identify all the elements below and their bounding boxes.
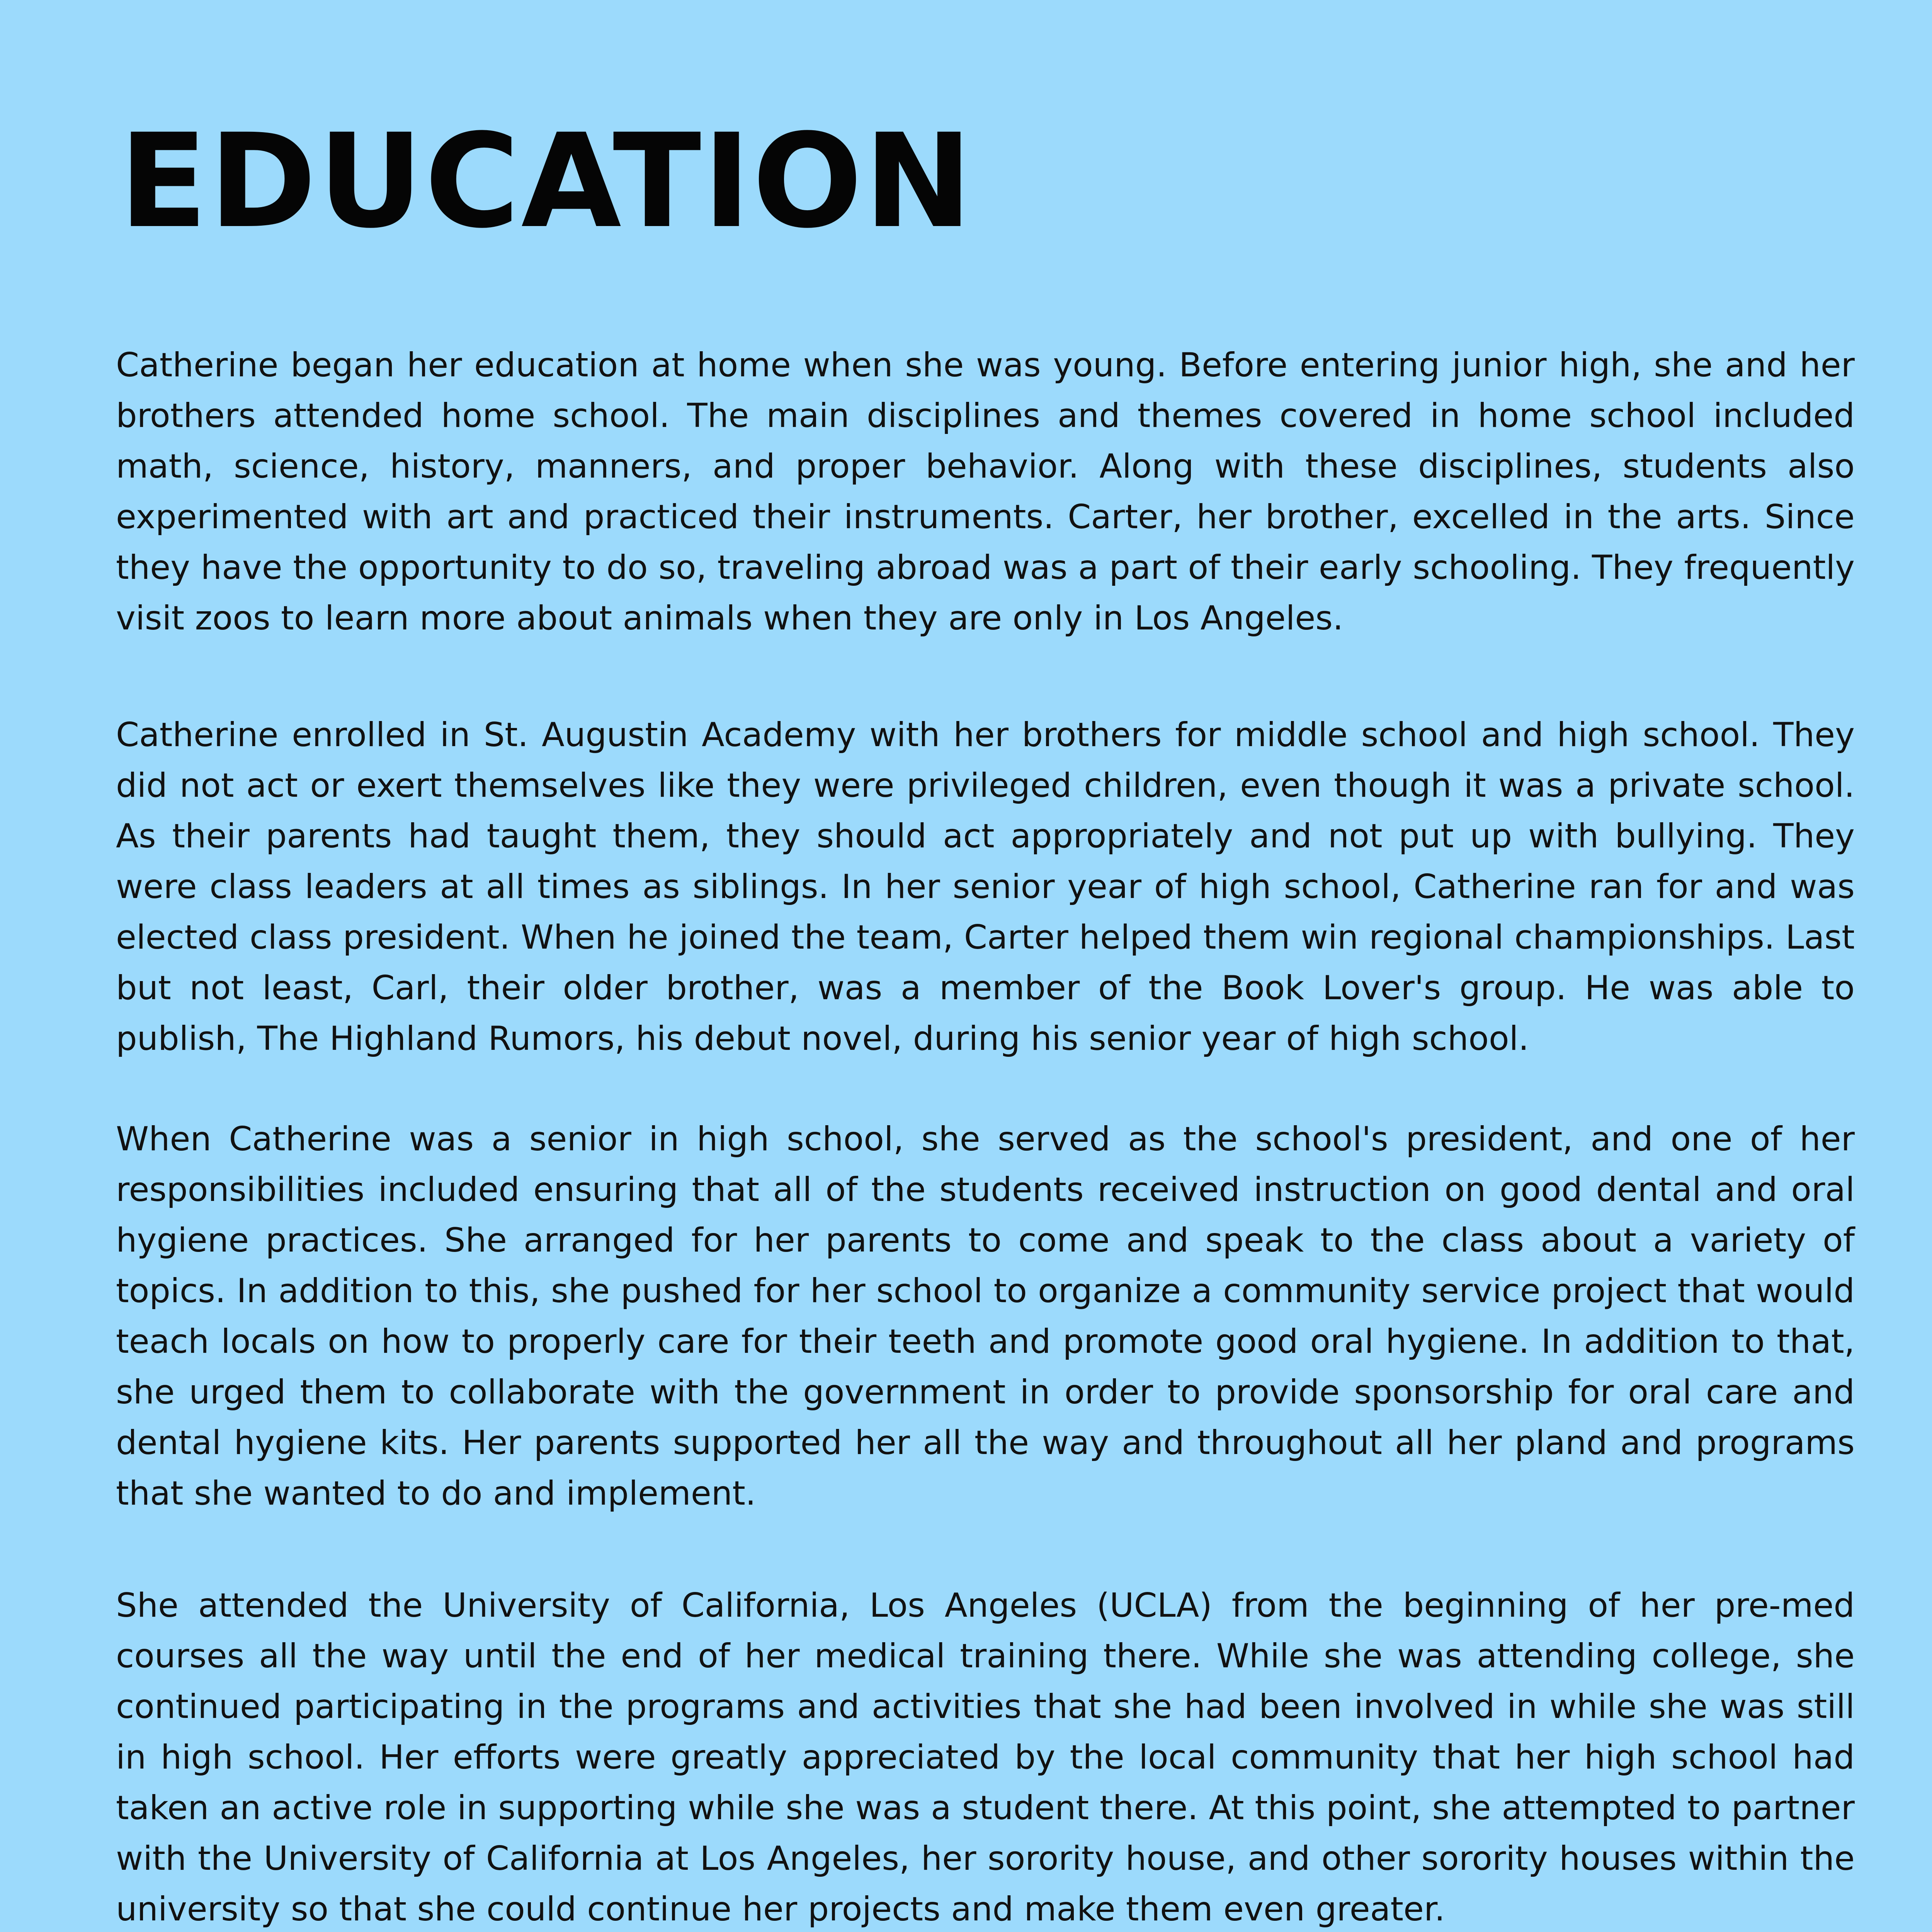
paragraph-school-president: When Catherine was a senior in high school, she served as the school's president, and one of her responsibilities included ensuring that all of the students received instruction on good dental and oral hygiene practices. She arranged for her parents to come and speak to the class about a variety of topics. In addition to this, she pushed for her school to organize a community service project that would teach locals on how to properly care for their teeth and promote good oral hygiene. In addition to that, she urged them to collaborate with the government in order to provide sponsorship for oral care and dental hygiene kits. Her parents supported her all the way and throughout all her pland and programs that she wanted to do and implement. — [116, 1120, 1855, 1513]
paragraph-st-augustin-academy: Catherine enrolled in St. Augustin Academy with her brothers for middle school and high school. They did not act or exert themselves like they were privileged children, even though it was a private school. As their parents had taught them, they should act appropriately and not put up with bullying. They were class leaders at all times as siblings. In her senior year of high school, Catherine ran for and was elected class president. When he joined the team, Carter helped them win regional championships. Last but not least, Carl, their older brother, was a member of the Book Lover's group. He was able to publish, The Highland Rumors, his debut novel, during his senior year of high school. — [116, 716, 1855, 1058]
paragraph-ucla: She attended the University of California, Los Angeles (UCLA) from the beginning of her pre-med courses all the way until the end of her medical training there. While she was attending college, she continued participating in the programs and activities that she had been involved in while she was still in high school. Her efforts were greatly appreciated by the local community that her high school had taken an active role in supporting while she was a student there. At this point, she attempted to partner with the University of California at Los Angeles, her sorority house, and other sorority houses within the university so that she could continue her projects and make them even greater. — [116, 1586, 1855, 1929]
page-title: EDUCATION — [119, 106, 974, 257]
paragraph-early-education: Catherine began her education at home when she was young. Before entering junior high, she and her brothers attended home school. The main disciplines and themes covered in home school included math, science, history, manners, and proper behavior. Along with these disciplines, students also experimented with art and practiced their instruments. Carter, her brother, excelled in the arts. Since they have the opportunity to do so, traveling abroad was a part of their early schooling. They frequently visit zoos to learn more about animals when they are only in Los Angeles. — [116, 346, 1855, 638]
